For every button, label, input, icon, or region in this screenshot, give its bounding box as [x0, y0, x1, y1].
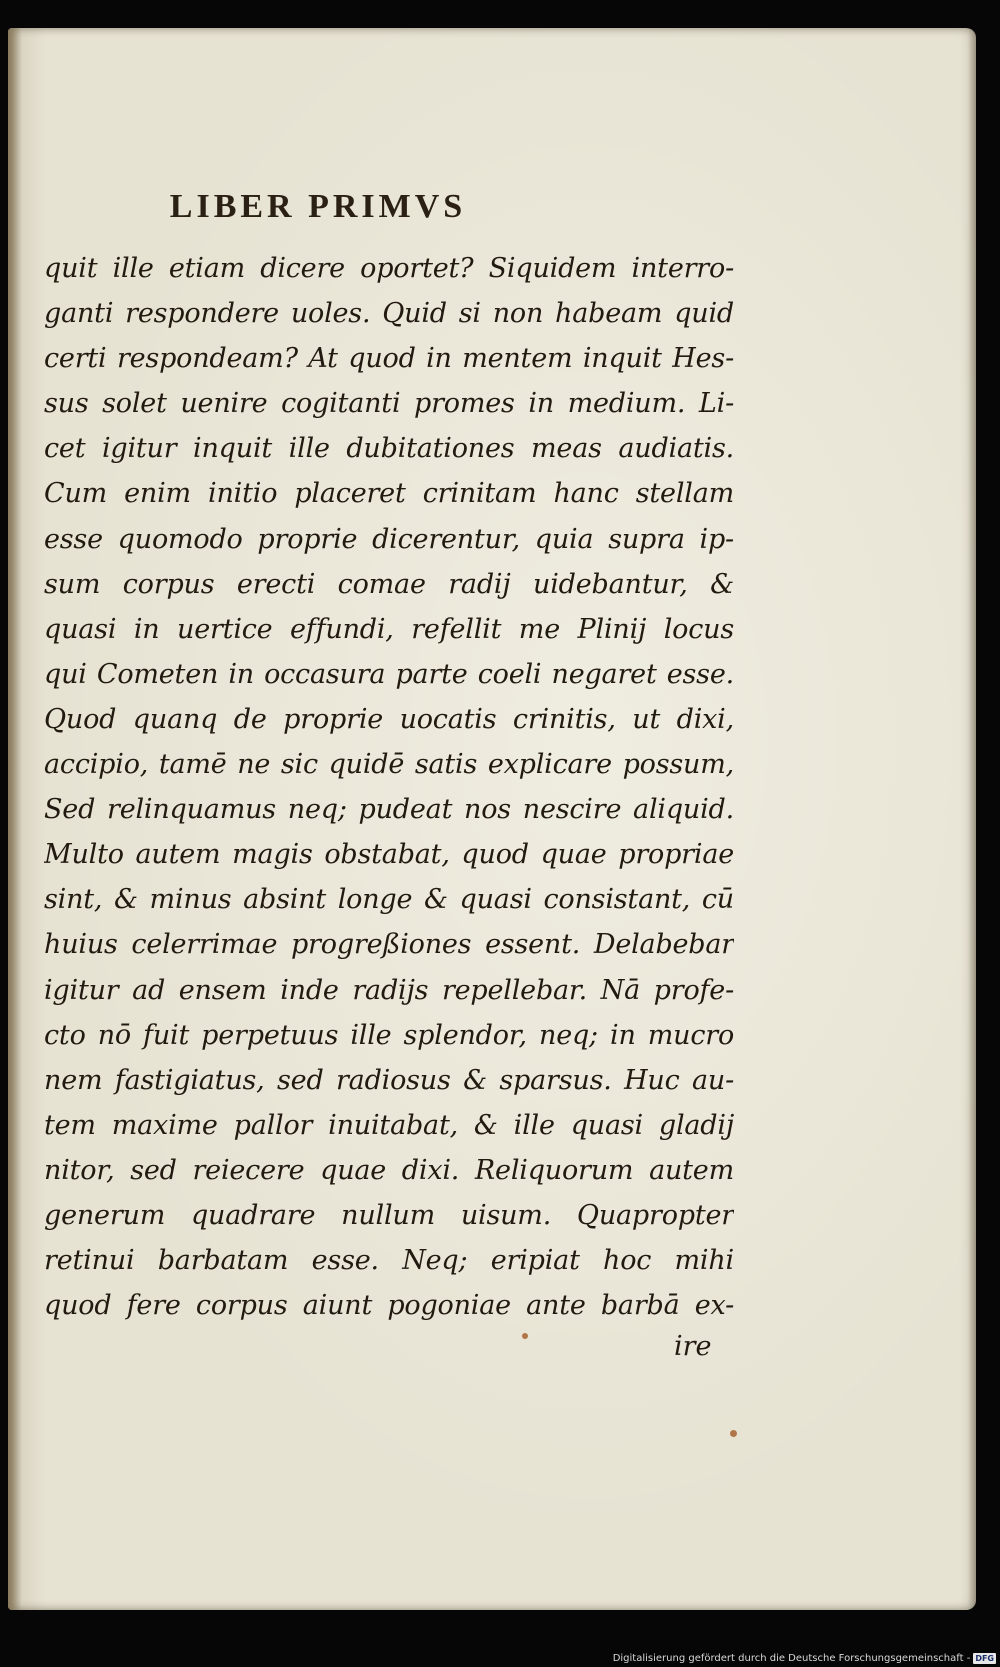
- text-line: accipio, tamē ne sic quidē satis explicare possum,: [44, 749, 734, 781]
- text-line: sum corpus erecti comae radij uidebantur, &: [44, 568, 734, 600]
- text-line: esse quomodo proprie dicerentur, quia supra ip-: [44, 523, 734, 555]
- catchword: ire: [674, 1331, 712, 1362]
- text-line: generum quadrare nullum uisum. Quapropter: [44, 1199, 734, 1231]
- text-line: Cum enim initio placeret crinitam hanc stellam: [44, 478, 734, 510]
- paper-speck: [522, 1333, 528, 1339]
- text-line: quit ille etiam dicere oportet? Siquidem interro-: [44, 253, 734, 284]
- text-line: ganti respondere uoles. Quid si non habeam quid: [44, 298, 734, 330]
- book-page: [8, 28, 976, 1610]
- text-line: huius celerrimae progreßiones essent. Delabebar: [44, 929, 734, 961]
- digitization-credit: [613, 1653, 996, 1664]
- text-line: quasi in uertice effundi, refellit me Plinij locus: [44, 613, 734, 645]
- text-line: Multo autem magis obstabat, quod quae propriae: [44, 839, 734, 871]
- text-line: nitor, sed reiecere quae dixi. Reliquorum autem: [44, 1154, 734, 1186]
- text-line: tem maxime pallor inuitabat, & ille quasi gladij: [44, 1109, 734, 1141]
- text-line: Quod quanq de proprie uocatis crinitis, ut dixi,: [44, 703, 734, 735]
- body-text: [44, 246, 734, 1328]
- text-line: sus solet uenire cogitanti promes in medium. Li-: [44, 388, 734, 420]
- text-line: cto nō fuit perpetuus ille splendor, neq; in mucro: [44, 1019, 734, 1051]
- text-line: retinui barbatam esse. Neq; eripiat hoc mihi: [44, 1245, 734, 1277]
- running-head: LIBER PRIMVS: [169, 188, 467, 225]
- text-line: nem fastigiatus, sed radiosus & sparsus. Huc au-: [44, 1064, 734, 1096]
- page-gutter-shadow: [8, 28, 22, 1610]
- text-line: quod fere corpus aiunt pogoniae ante barbā ex-: [44, 1290, 734, 1322]
- text-line: qui Cometen in occasura parte coeli negaret esse.: [44, 658, 734, 690]
- text-line: igitur ad ensem inde radijs repellebar. Nā profe-: [44, 974, 734, 1006]
- page-edge-shadow: [968, 28, 976, 1610]
- text-line: cet igitur inquit ille dubitationes meas audiatis.: [44, 433, 734, 465]
- text-line: Sed relinquamus neq; pudeat nos nescire aliquid.: [44, 794, 734, 826]
- text-line: sint, & minus absint longe & quasi consistant, cū: [44, 884, 734, 916]
- text-line: certi respondeam? At quod in mentem inquit Hes-: [44, 343, 734, 375]
- dfg-logo: DFG: [975, 1654, 994, 1663]
- paper-speck: [730, 1430, 737, 1437]
- credit-text: Digitalisierung gefördert durch die Deutsche Forschungsgemeinschaft -: [612, 1653, 971, 1664]
